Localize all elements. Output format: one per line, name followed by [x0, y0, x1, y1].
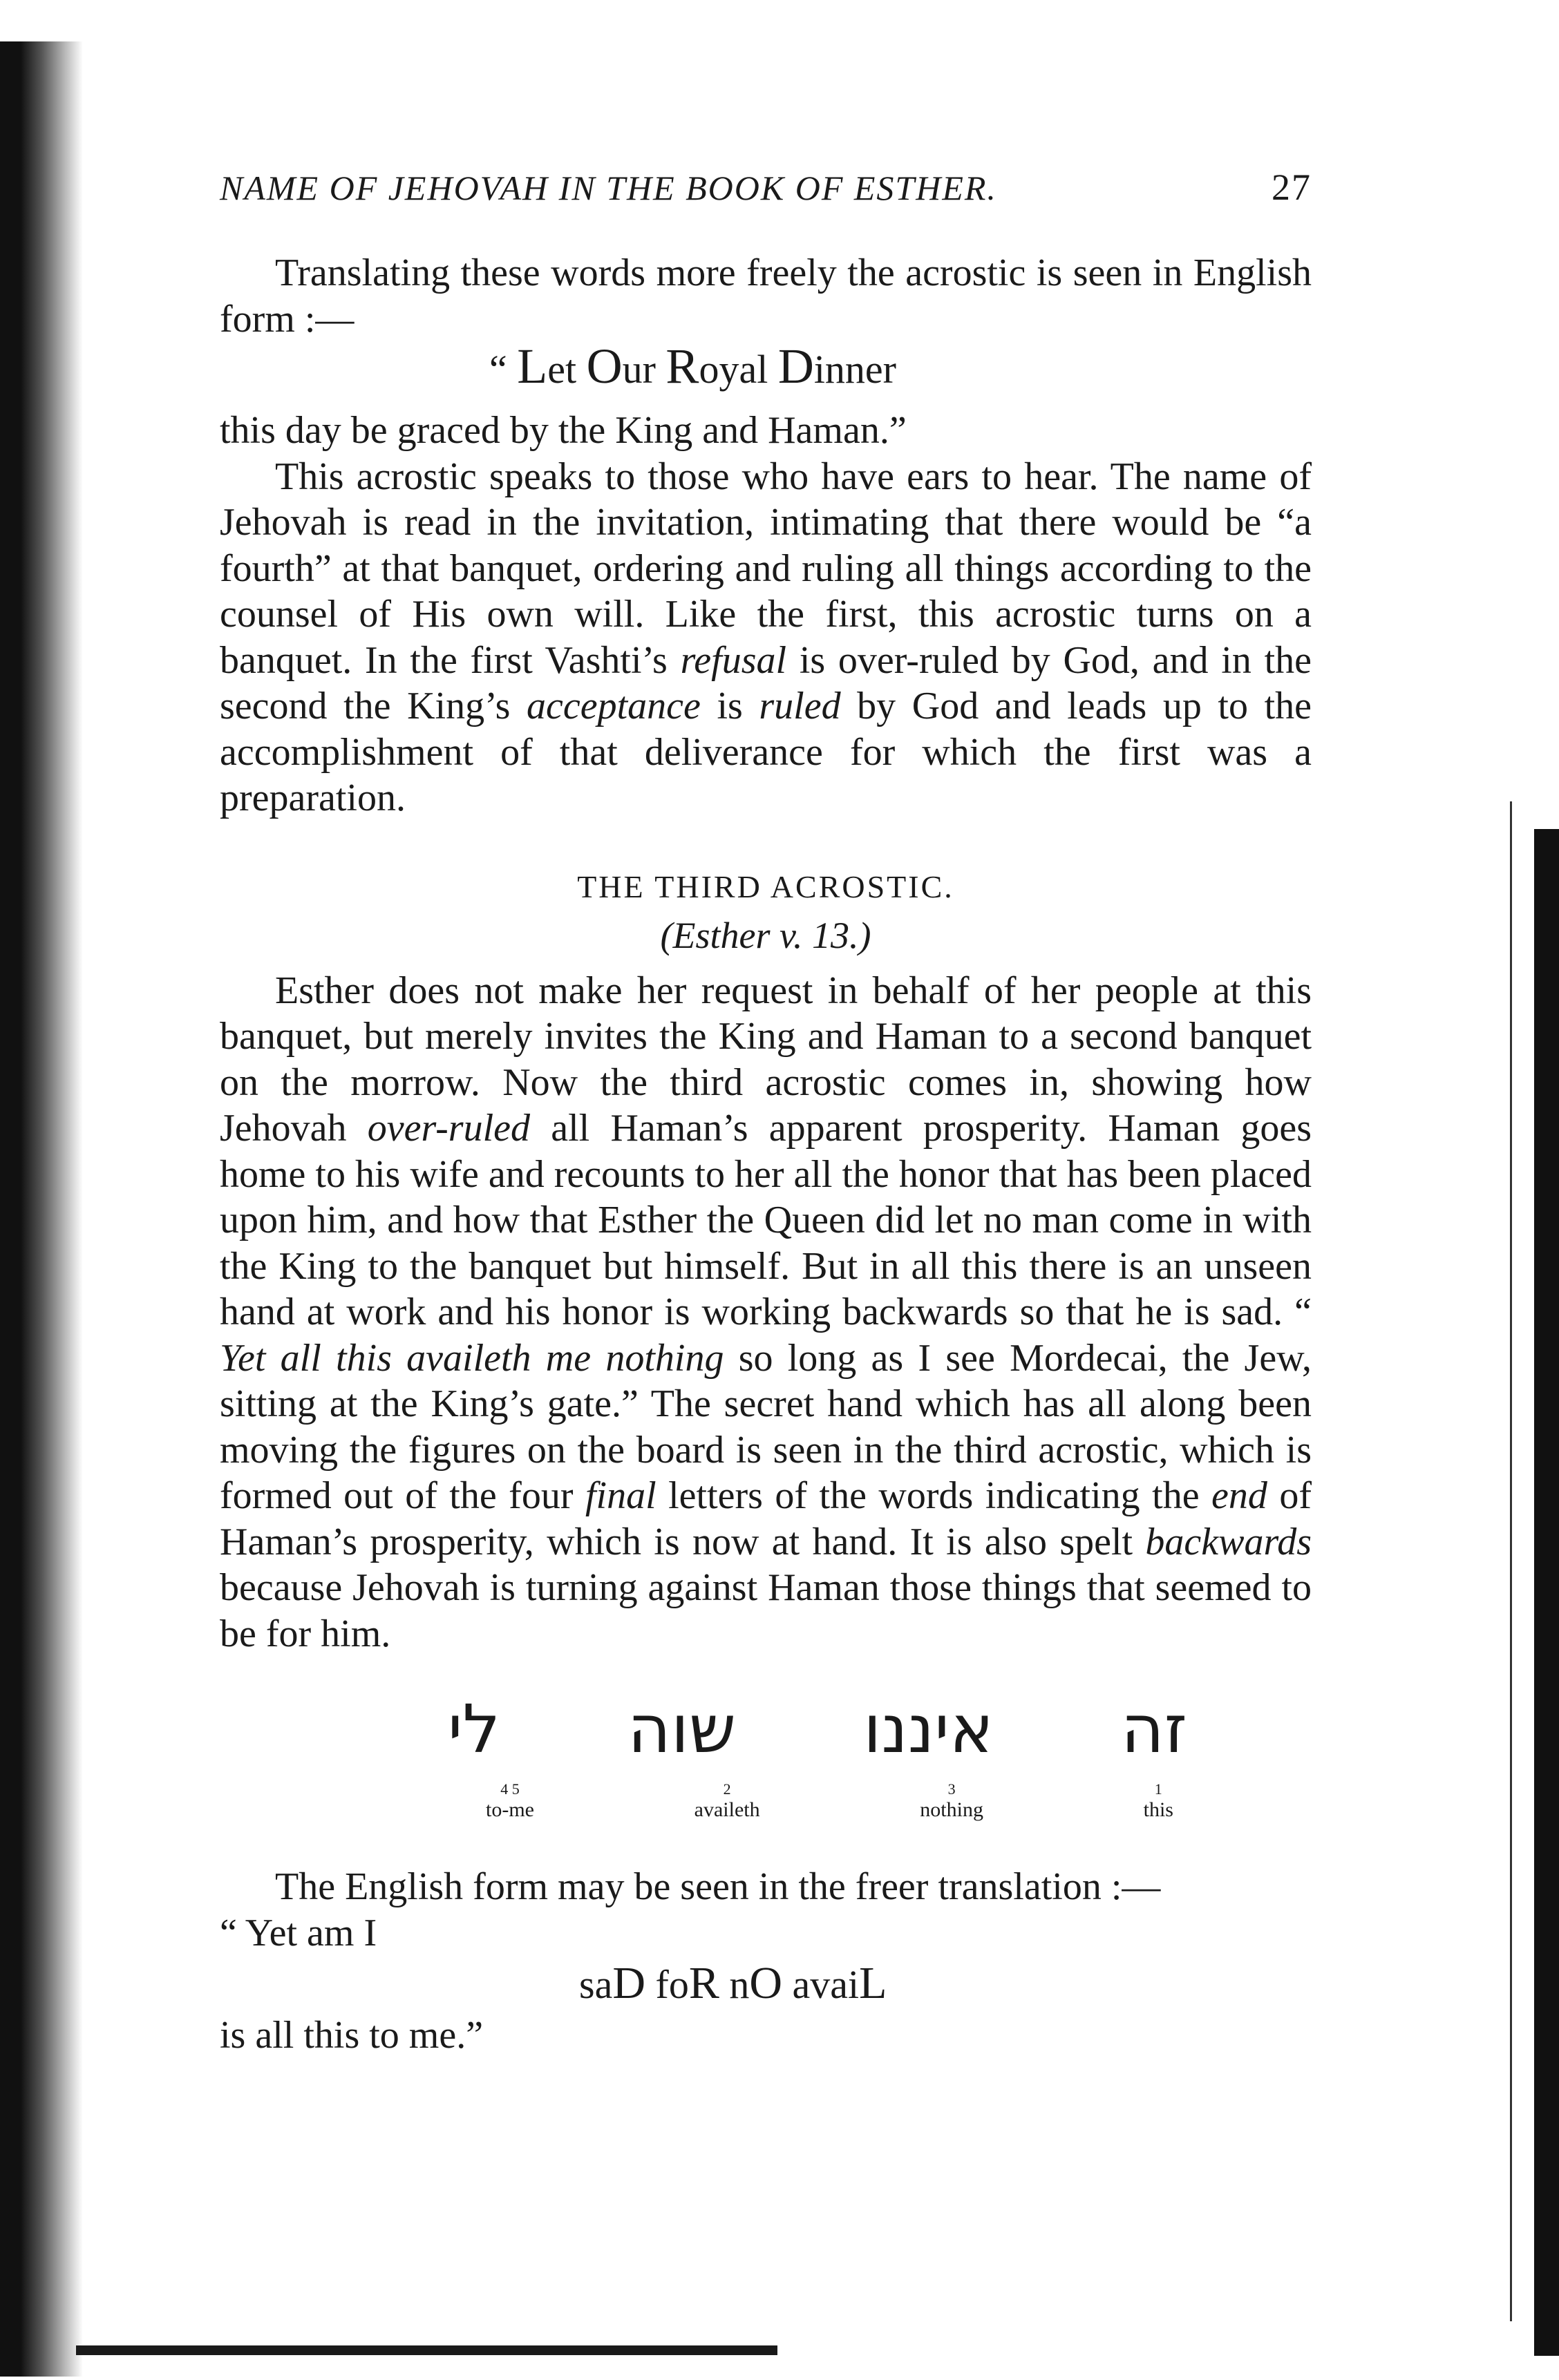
text-run: because Jehovah is turning against Haman those things that seemed to be for him.: [220, 1566, 1312, 1655]
acrostic-cap: O: [586, 339, 623, 394]
scan-rule-right: [1510, 801, 1512, 2321]
quote-line-end: is all this to me.”: [220, 2014, 484, 2057]
acrostic-rest: fo: [655, 1962, 689, 2007]
acrostic-rest: inner: [813, 347, 896, 392]
page-number: 27: [1272, 166, 1312, 208]
text-run: so long as I see Mordecai, the Jew, sitting at the King’s gate.” The secret hand which has all along been moving the figures on the board is seen in the third acrostic, which is formed out of the four: [220, 1336, 1312, 1517]
gloss-word: this: [1143, 1798, 1173, 1821]
gloss: [920, 1781, 983, 1822]
text-run: of Haman’s prosperity, which is now at hand. It is also spelt: [220, 1474, 1312, 1563]
word-space: [719, 1962, 730, 2007]
hebrew-acrostic: [448, 1691, 1187, 1767]
paragraph-continuation: this day be graced by the King and Haman.”: [220, 409, 907, 452]
hebrew-word: שוה: [627, 1691, 737, 1768]
acrostic-cap: D: [612, 1958, 645, 2008]
gloss: [695, 1781, 760, 1822]
scan-edge-left: [0, 41, 83, 2377]
gloss-word: availeth: [694, 1798, 760, 1821]
paragraph-fourth: The English form may be seen in the freer translation :—: [275, 1865, 1161, 1908]
gloss: [1144, 1781, 1173, 1822]
paragraph-third: [220, 968, 1312, 1657]
quote-mark: “: [489, 347, 518, 392]
italic-run: ruled: [759, 685, 841, 727]
gloss-word: nothing: [920, 1798, 983, 1821]
acrostic-rest: avai: [792, 1962, 860, 2007]
acrostic-rest: et: [547, 347, 587, 392]
text-run: is: [700, 685, 759, 727]
quote-line: “ Yet am I: [220, 1911, 377, 1954]
gloss-number: 1: [1154, 1780, 1162, 1798]
italic-run: end: [1211, 1474, 1267, 1517]
paragraph-second: [220, 454, 1312, 821]
text-run: Esther does not make her request in behalf of her people at this banquet, but merely invites the King and Haman to a second banquet on the morrow. Now the third acrostic comes in, showing how Jehovah: [220, 969, 1312, 1150]
section-reference: (Esther v. 13.): [660, 914, 871, 956]
italic-run: acceptance: [527, 685, 701, 727]
acrostic-line: [220, 1956, 1312, 2012]
italic-run: final: [585, 1474, 656, 1517]
running-title: NAME OF JEHOVAH IN THE BOOK OF ESTHER.: [220, 169, 997, 207]
acrostic-cap: R: [688, 1958, 719, 2008]
gloss-number: 3: [947, 1780, 956, 1798]
gloss-number: 2: [723, 1780, 731, 1798]
hebrew-word: זה: [1121, 1691, 1187, 1768]
scan-edge-right: [1534, 829, 1559, 2356]
gloss-number: 4 5: [500, 1780, 520, 1798]
scan-edge-bottom: [76, 2345, 777, 2355]
section-heading: THE THIRD ACROSTIC.: [577, 868, 954, 904]
acrostic-rest: oyal: [699, 347, 778, 392]
italic-run: over-ruled: [367, 1107, 530, 1150]
hebrew-glosses: [486, 1781, 1173, 1822]
italic-run: refusal: [680, 638, 787, 682]
free-translation: [220, 1864, 1312, 2059]
acrostic-rest: ur: [622, 347, 666, 392]
text-run: This acrostic speaks to those who have ears to hear. The name of Jehovah is read in the invitation, intimating that there would be “a fourth” at that banquet, ordering and ruling all things according to the counsel of His own will. Like the first, this acrostic turns on a banquet. In the first Vashti’s: [220, 455, 1312, 682]
acrostic-quote: [220, 339, 1312, 394]
italic-run: Yet all this availeth me nothing: [220, 1336, 724, 1380]
acrostic-rest: sa: [579, 1962, 613, 2007]
acrostic-cap: L: [517, 339, 548, 394]
hebrew-word: לי: [448, 1691, 501, 1768]
text-run: is over-ruled by God, and in the second the King’s: [220, 638, 1312, 727]
acrostic-cap: L: [859, 1958, 887, 2008]
text-run: all Haman’s apparent prosperity. Haman goes home to his wife and recounts to her all the honor that has been placed upon him, and how that Esther the Queen did let no man come in with the King to the banquet but himself. But in all this there is an unseen hand at work and his honor is working backwards so that he is sad. “: [220, 1107, 1312, 1333]
paragraph-intro: Translating these words more freely the acrostic is seen in English form :—: [220, 251, 1312, 341]
text-run: by God and leads up to the accomplishment of that deliverance for which the first was a preparation.: [220, 685, 1312, 819]
acrostic-rest: n: [729, 1962, 750, 2007]
gloss-word: to-me: [486, 1798, 534, 1821]
text-run: letters of the words indicating the: [656, 1474, 1212, 1517]
acrostic-cap: D: [777, 339, 814, 394]
italic-run: backwards: [1145, 1520, 1312, 1563]
acrostic-cap: O: [749, 1958, 783, 2008]
hebrew-word: איננו: [863, 1691, 994, 1768]
word-space: [782, 1962, 793, 2007]
gloss: [486, 1781, 534, 1822]
page-content: [220, 166, 1312, 2059]
running-head: [220, 166, 1312, 209]
acrostic-cap: R: [665, 339, 699, 394]
word-space: [645, 1962, 656, 2007]
